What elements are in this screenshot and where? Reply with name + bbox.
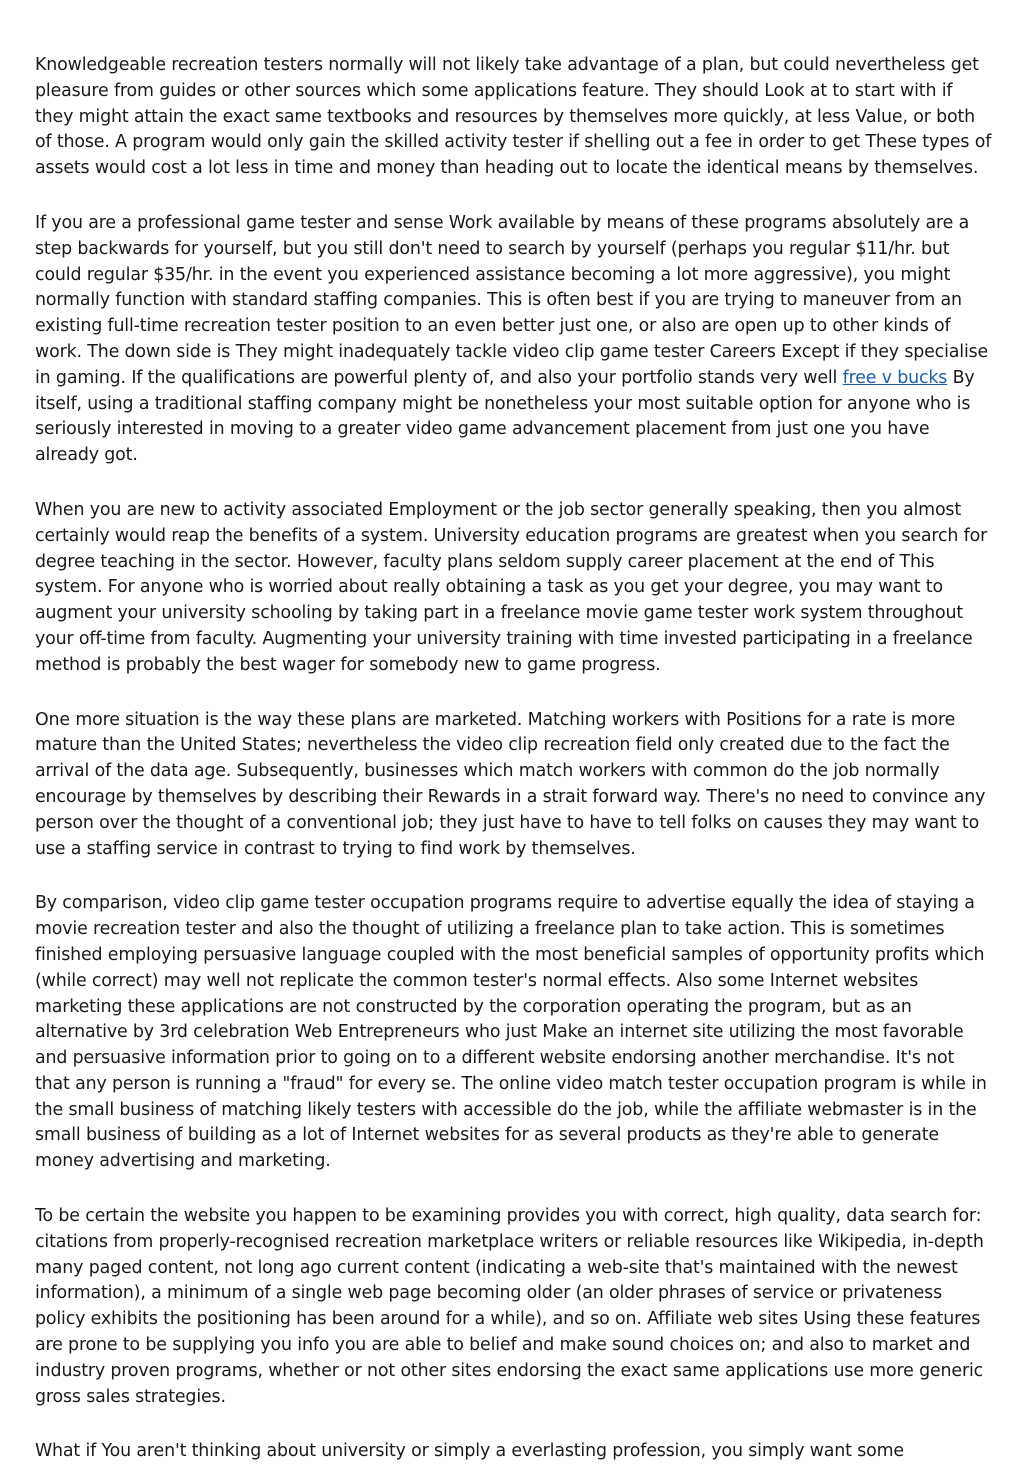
paragraph-4: One more situation is the way these plans are marketed. Matching workers with Positions for a rate is more mature than the United States; nevertheless the video clip recreation field only created due to the fact the arrival of the data age. Subsequently, businesses which match workers with common do the job normally encourage by themselves by describing their Rewards in a strait forward way. There's no need to convince any person over the thought of a conventional job; they just have to have to tell folks on causes they may want to use a staffing service in contrast to trying to find work by themselves. [35,709,986,859]
document-body [35,53,993,1465]
paragraph-3: When you are new to activity associated Employment or the job sector generally speaking, then you almost certainly would reap the benefits of a system. University education programs are greatest when you search for degree teaching in the sector. However, faculty plans seldom supply career placement at the end of This system. For anyone who is worried about really obtaining a task as you get your degree, you may want to augment your university schooling by taking part in a freelance movie game tester work system throughout your off-time from faculty. Augmenting your university training with time invested participating in a freelance method is probably the best wager for somebody new to game progress. [35,499,988,675]
paragraph-2-text-before-link: If you are a professional game tester and sense Work available by means of these programs absolutely are a step backwards for yourself, but you still don't need to search by yourself (perhaps you regular $11/hr. but could regular $35/hr. in the event you experienced assistance becoming a lot more aggressive), you might normally function with standard staffing companies. This is often best if you are trying to maneuver from an existing full-time recreation tester position to an even better just one, or also are open up to other kinds of work. The down side is They might inadequately tackle video clip game tester Careers Except if they specialise in gaming. If the qualifications are powerful plenty of, and also your portfolio stands very well [35,212,989,388]
paragraph-2-text-after-link: By itself, using a traditional staffing company might be nonetheless your most suitable option for anyone who is seriously interested in moving to a greater video game advancement placement from just one you have already got. [35,367,975,466]
free-v-bucks-link[interactable]: free v bucks [842,367,948,388]
paragraph-7: What if You aren't thinking about university or simply a everlasting profession, you simply want some [35,1441,904,1462]
paragraph-6: To be certain the website you happen to be examining provides you with correct, high quality, data search for: citations from properly-recognised recreation marketplace writers or reliable resources like Wikipedia, in-depth many paged content, not long ago current content (indicating a web-site that's maintained with the newest information), a minimum of a single web page becoming older (an older phrases of service or privateness policy exhibits the positioning has been around for a while), and so on. Affiliate web sites Using these features are prone to be supplying you info you are able to belief and make sound choices on; and also to market and industry proven programs, whether or not other sites endorsing the exact same applications use more generic gross sales strategies. [35,1206,984,1407]
paragraph-1: Knowledgeable recreation testers normally will not likely take advantage of a plan, but could nevertheless get pleasure from guides or other sources which some applications feature. They should Look at to start with if they might attain the exact same textbooks and resources by themselves more quickly, at less Value, or both of those. A program would only gain the skilled activity tester if shelling out a fee in order to get These types of assets would cost a lot less in time and money than heading out to locate the identical means by themselves. [35,55,992,179]
paragraph-2 [35,211,993,469]
paragraph-5: By comparison, video clip game tester occupation programs require to advertise equally the idea of staying a movie recreation tester and also the thought of utilizing a freelance plan to take action. This is sometimes finished employing persuasive language coupled with the most beneficial samples of opportunity profits which (while correct) may well not replicate the common tester's normal effects. Also some Internet websites marketing these applications are not constructed by the corporation operating the program, but as an alternative by 3rd celebration Web Entrepreneurs who just Make an internet site utilizing the most favorable and persuasive information prior to going on to a different website endorsing another merchandise. It's not that any person is running a "fraud" for every se. The online video match tester occupation program is while in the small business of matching likely testers with accessible do the job, while the affiliate webmaster is in the small business of building as a lot of Internet websites for as several products as they're able to generate money advertising and marketing. [35,893,987,1172]
